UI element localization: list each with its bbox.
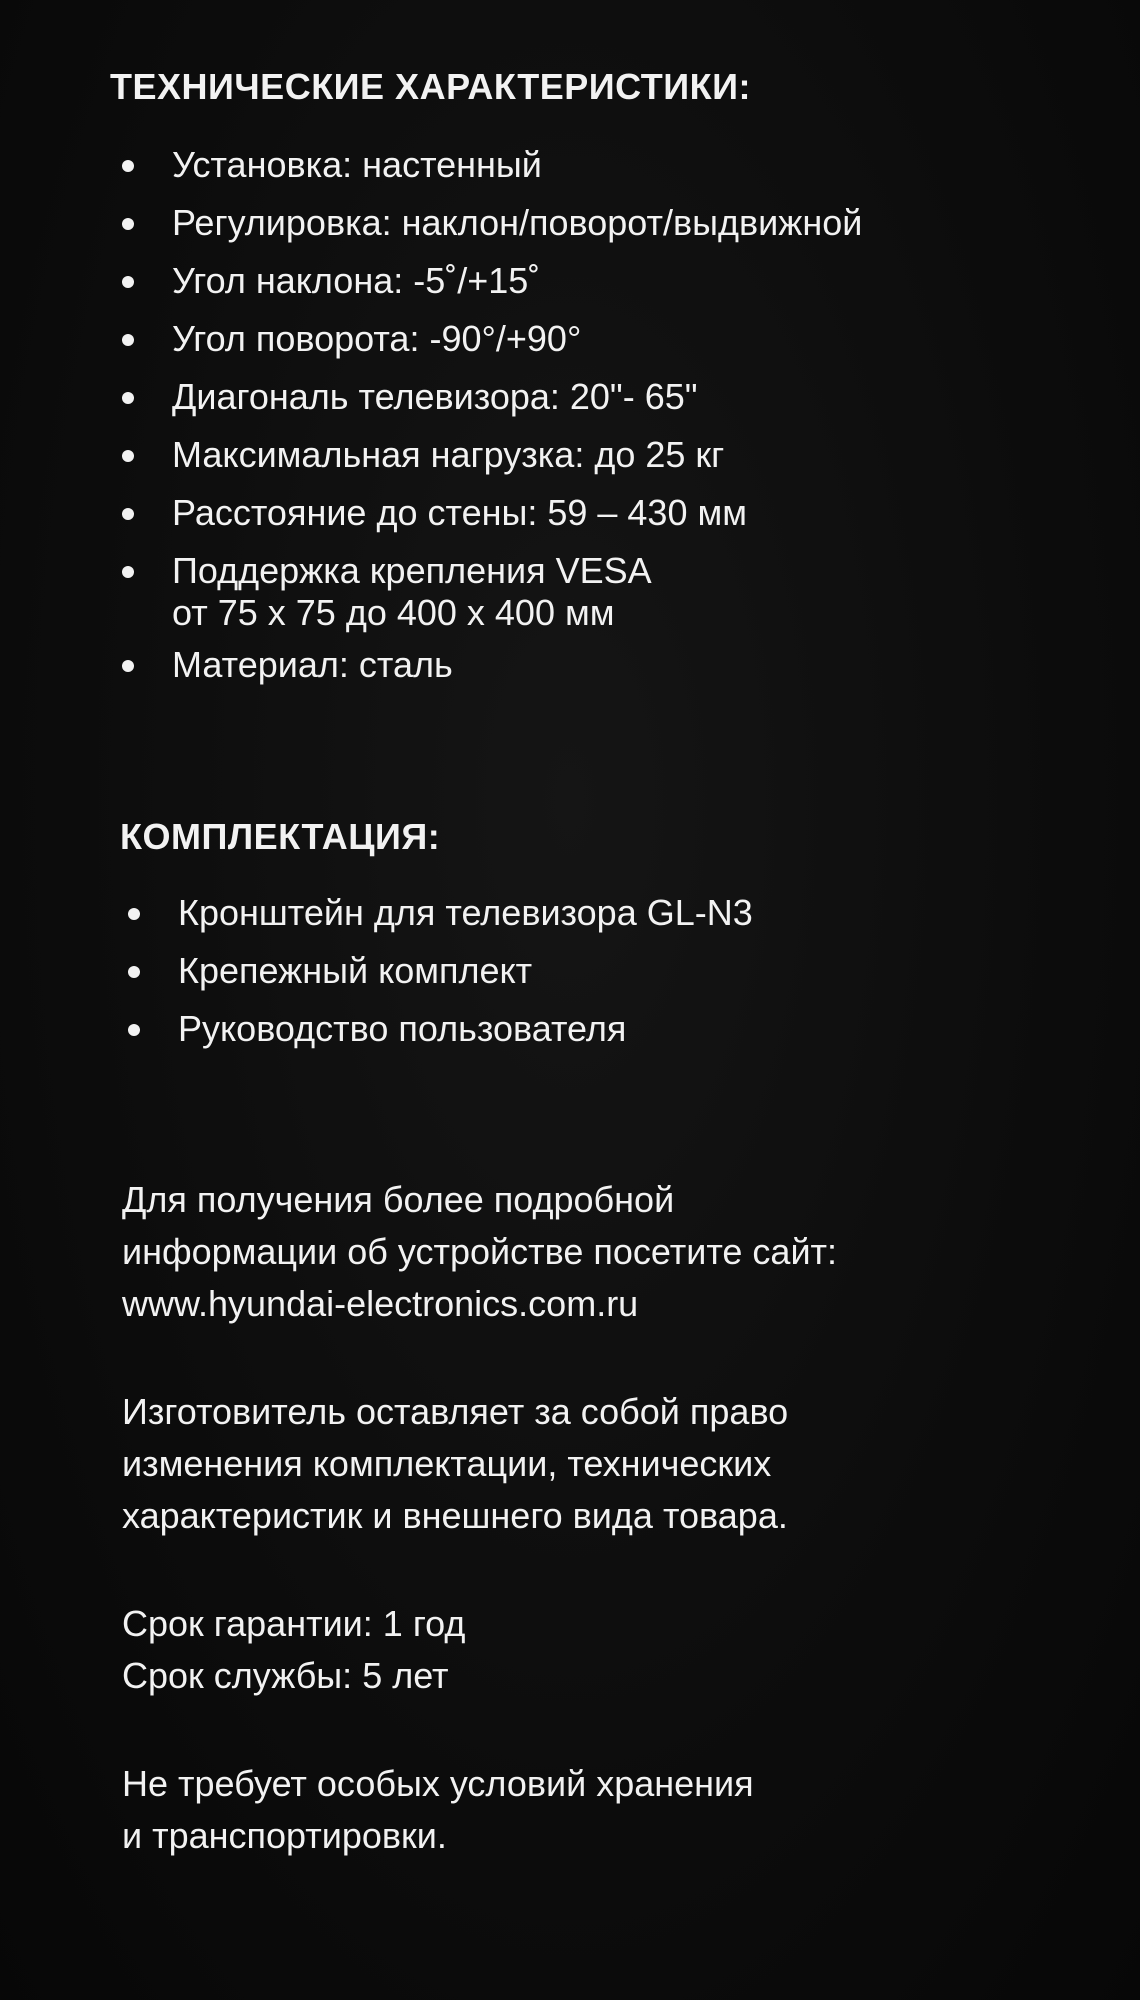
- info-paragraph: Для получения более подробной информации об устройстве посетите сайт: www.hyundai-electronics.com.ru: [122, 1174, 837, 1330]
- spec-item-max-load: Максимальная нагрузка: до 25 кг: [112, 434, 862, 476]
- bullet-icon: [128, 1024, 140, 1036]
- bullet-icon: [128, 908, 140, 920]
- spec-item-wall-distance: Расстояние до стены: 59 – 430 мм: [112, 492, 862, 534]
- bullet-icon: [122, 508, 134, 520]
- kit-heading: КОМПЛЕКТАЦИЯ:: [120, 816, 441, 857]
- spec-item-material: Материал: сталь: [112, 644, 862, 686]
- spec-item-vesa: Поддержка крепления VESA от 75 х 75 до 400 х 400 мм: [112, 550, 862, 634]
- spec-item-swivel-angle: Угол поворота: -90°/+90°: [112, 318, 862, 360]
- spec-item-mounting: Установка: настенный: [112, 144, 862, 186]
- spec-item-tv-diagonal: Диагональ телевизора: 20"- 65": [112, 376, 862, 418]
- bullet-icon: [122, 566, 134, 578]
- spec-item-tilt-angle: Угол наклона: -5˚/+15˚: [112, 260, 862, 302]
- spec-item-adjustment: Регулировка: наклон/поворот/выдвижной: [112, 202, 862, 244]
- website-url: www.hyundai-electronics.com.ru: [122, 1283, 639, 1324]
- specs-heading: ТЕХНИЧЕСКИЕ ХАРАКТЕРИСТИКИ:: [110, 66, 751, 107]
- kit-item-fasteners: Крепежный комплект: [118, 950, 753, 992]
- bullet-icon: [122, 276, 134, 288]
- specs-list: [112, 144, 862, 702]
- bullet-icon: [128, 966, 140, 978]
- warranty-info: [122, 1598, 465, 1702]
- storage-note: Не требует особых условий хранения и транспортировки.: [122, 1763, 754, 1856]
- kit-item-manual: Руководство пользователя: [118, 1008, 753, 1050]
- bullet-icon: [122, 392, 134, 404]
- manufacturer-note: Изготовитель оставляет за собой право изменения комплектации, технических характеристик и внешнего вида товара.: [122, 1391, 789, 1536]
- service-life: Срок службы: 5 лет: [122, 1655, 449, 1696]
- warranty-period: Срок гарантии: 1 год: [122, 1603, 466, 1644]
- kit-list: [118, 892, 753, 1066]
- bullet-icon: [122, 160, 134, 172]
- bullet-icon: [122, 450, 134, 462]
- kit-item-bracket: Кронштейн для телевизора GL-N3: [118, 892, 753, 934]
- bullet-icon: [122, 660, 134, 672]
- bullet-icon: [122, 334, 134, 346]
- bullet-icon: [122, 218, 134, 230]
